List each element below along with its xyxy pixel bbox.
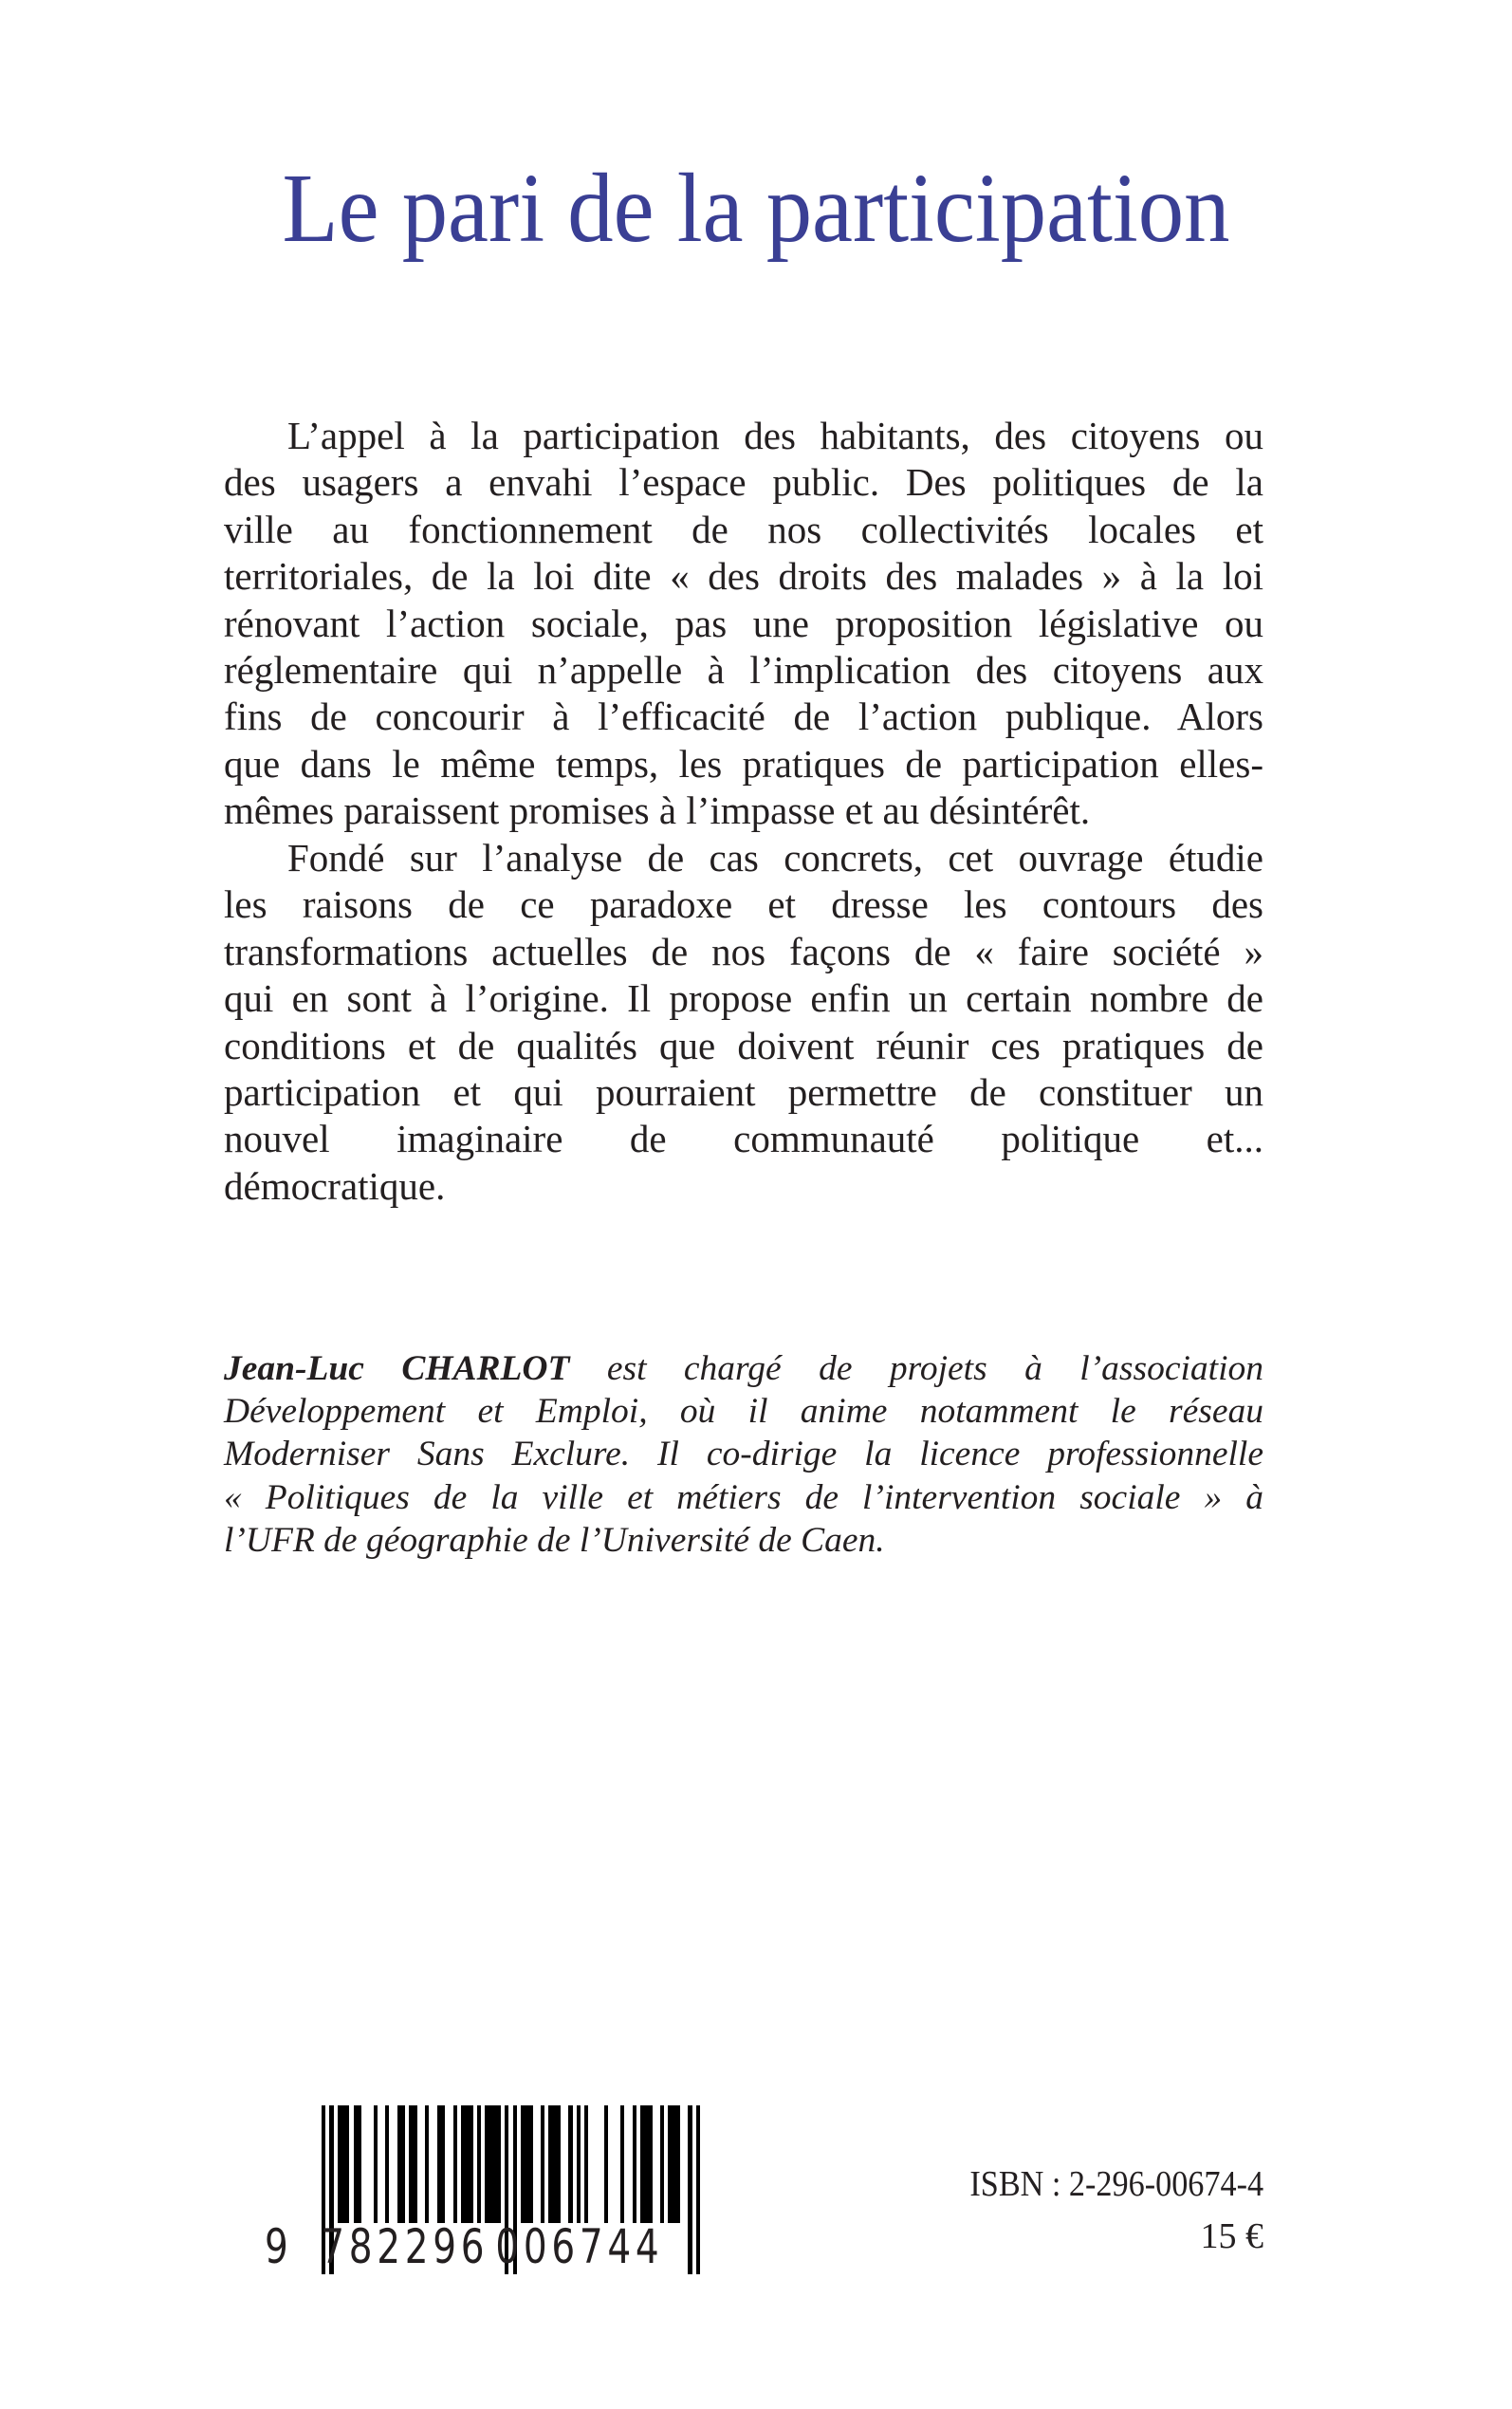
bio-line: Moderniser Sans Exclure. Il co-dirige la licence professionnelle (224, 1435, 1263, 1474)
blurb-line: nouvel imaginaire de communauté politique et... (224, 1117, 1263, 1161)
barcode-first-digit: 9 (265, 2219, 288, 2274)
blurb-line: territoriales, de la loi dite « des droits des malades » à la loi (224, 554, 1263, 599)
blurb-paragraph-1 (224, 413, 1263, 835)
barcode-bar (414, 2105, 417, 2223)
barcode-bar (688, 2105, 691, 2274)
barcode-left-digits: 782296 (321, 2219, 489, 2274)
barcode-bar (577, 2105, 581, 2223)
barcode-bar (528, 2105, 532, 2223)
author-name: Jean-Luc CHARLOT (224, 1349, 570, 1388)
blurb-line: Fondé sur l’analyse de cas concrets, cet ouvrage étudie (287, 836, 1263, 880)
barcode-right-digits: 006744 (495, 2219, 664, 2274)
blurb-line: fins de concourir à l’efficacité de l’action publique. Alors (224, 695, 1263, 739)
barcode-bar (425, 2105, 429, 2223)
blurb-line: participation et qui pourraient permettre de constituer un (224, 1069, 1263, 1114)
isbn: ISBN : 2-296-00674-4 (969, 2164, 1263, 2204)
barcode-digits (265, 2219, 664, 2286)
bio-line: « Politiques de la ville et métiers de l’intervention sociale » à (224, 1477, 1263, 1517)
book-title: Le pari de la participation (282, 154, 1230, 263)
blurb-line: que dans le même temps, les pratiques de participation elles- (224, 741, 1263, 786)
barcode-bar (358, 2105, 361, 2223)
blurb-line: rénovant l’action sociale, pas une proposition législative ou (224, 601, 1263, 645)
ean13-barcode (265, 2105, 663, 2295)
barcode-bar (584, 2105, 588, 2223)
blurb-line: ville au fonctionnement de nos collectivités locales et (224, 507, 1263, 551)
barcode-bar (401, 2105, 405, 2223)
bio-line: Développement et Emploi, où il anime notamment le réseau (224, 1392, 1263, 1432)
blurb-line: mêmes paraissent promises à l’impasse et au désintérêt. (224, 788, 1091, 833)
barcode-bar (648, 2105, 652, 2223)
blurb-line: L’appel à la participation des habitants, des citoyens ou (287, 414, 1263, 457)
barcode-bar (477, 2105, 481, 2223)
author-bio (224, 1347, 1263, 1562)
barcode-bar (374, 2105, 378, 2223)
barcode-bar (453, 2105, 457, 2223)
bio-line: Jean-Luc CHARLOT est chargé de projets à l’association (224, 1349, 1264, 1388)
barcode-bar (441, 2105, 445, 2223)
barcode-bar (568, 2105, 572, 2223)
blurb-line: des usagers a envahi l’espace public. Des politiques de la (224, 460, 1263, 505)
barcode-bar (385, 2105, 389, 2223)
barcode-bar (541, 2105, 544, 2223)
barcode-bar (345, 2105, 349, 2223)
barcode-bar (676, 2105, 680, 2223)
barcode-bar (660, 2105, 664, 2223)
barcode-bar (620, 2105, 624, 2223)
blurb-paragraph-2 (224, 835, 1263, 1210)
blurb-line: les raisons de ce paradoxe et dresse les contours des (224, 882, 1263, 927)
barcode-bar (497, 2105, 501, 2223)
blurb-line: conditions et de qualités que doivent réunir ces pratiques de (224, 1023, 1263, 1067)
blurb-line: démocratique. (224, 1163, 446, 1208)
price: 15 € (1200, 2216, 1263, 2256)
barcode-bar (633, 2105, 636, 2223)
blurb-line: réglementaire qui n’appelle à l’implication des citoyens aux (224, 647, 1263, 692)
blurb-line: qui en sont à l’origine. Il propose enfin un certain nombre de (224, 976, 1263, 1021)
barcode-bar (604, 2105, 608, 2223)
barcode-bar (469, 2105, 472, 2223)
barcode-bar (696, 2105, 700, 2274)
bio-line: l’UFR de géographie de l’Université de Caen. (224, 1520, 885, 1560)
blurb-line: transformations actuelles de nos façons de « faire société » (224, 929, 1263, 973)
barcode-bar (557, 2105, 561, 2223)
